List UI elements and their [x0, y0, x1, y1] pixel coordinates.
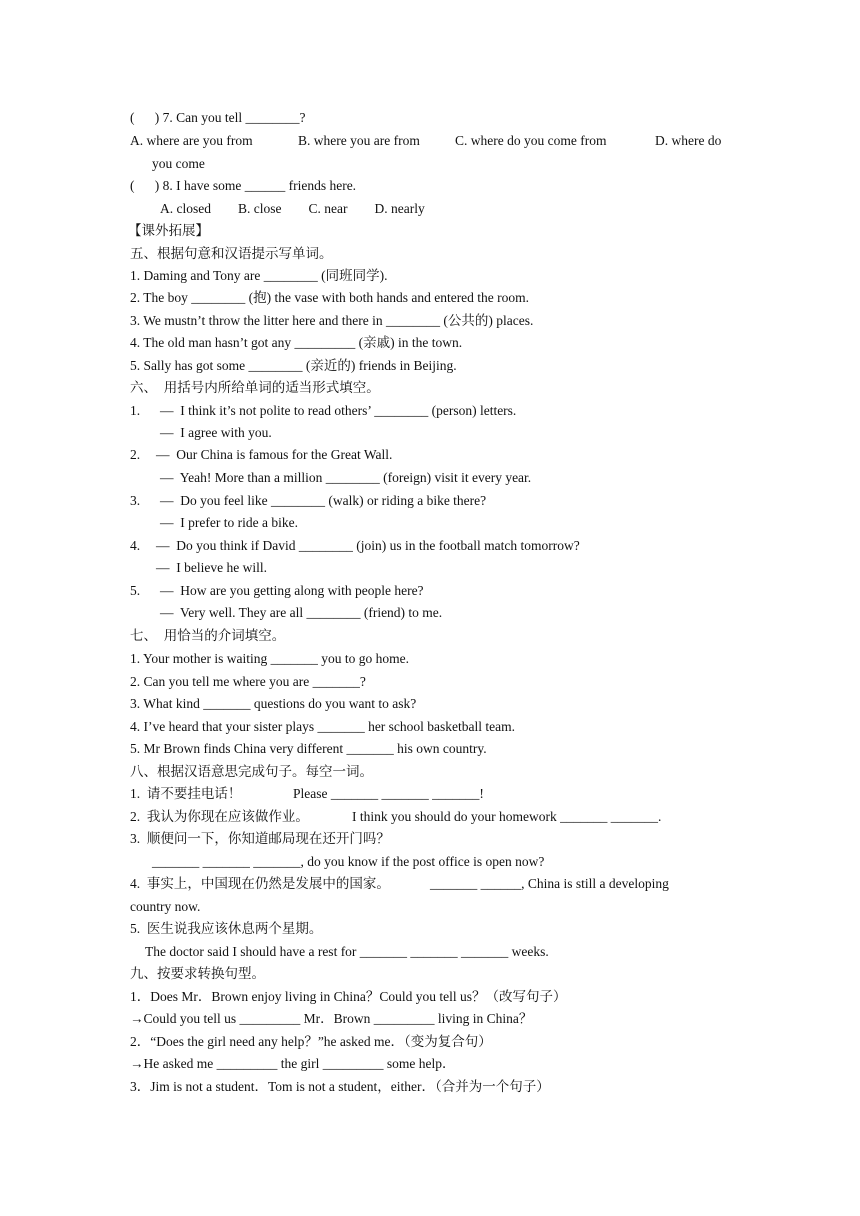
section-8-item-5-chinese: 5. 医生说我应该休息两个星期。 — [130, 921, 323, 936]
section-8-item-5-english: The doctor said I should have a rest for _______ _______ _______ weeks. — [145, 944, 549, 959]
section-8-item-4-continued: country now. — [130, 899, 201, 914]
section-6-dialogue-line: — I agree with you. — [160, 425, 272, 440]
section-5-item: 5. Sally has got some ________ (亲近的) friends in Beijing. — [130, 358, 457, 373]
section-5-title: 五、根据句意和汉语提示写单词。 — [130, 246, 333, 261]
section-7-item: 3. What kind _______ questions do you want to ask? — [130, 696, 417, 711]
section-6-dialogue-line: — Very well. They are all ________ (friend) to me. — [160, 605, 443, 620]
section-9-item-1-answer: →Could you tell us _________ Mr．Brown _________ living in China？ — [130, 1011, 533, 1026]
section-6-item-number: 2. — [130, 447, 141, 462]
section-7-title: 七、 用恰当的介词填空。 — [130, 628, 286, 643]
section-6-title: 六、 用括号内所给单词的适当形式填空。 — [130, 380, 380, 395]
section-5-item: 2. The boy ________ (抱) the vase with both hands and entered the room. — [130, 290, 530, 305]
section-5-item: 4. The old man hasn’t got any _________ (亲戚) in the town. — [130, 335, 463, 350]
section-8-title: 八、根据汉语意思完成句子。每空一词。 — [130, 764, 373, 779]
section-6-item-number: 5. — [130, 583, 141, 598]
section-6-item-number: 4. — [130, 538, 141, 553]
question-8-stem: ( ) 8. I have some ______ friends here. — [130, 178, 357, 193]
section-6-item-number: 1. — [130, 403, 141, 418]
section-9-item-2-answer: →He asked me _________ the girl _________ some help． — [130, 1056, 456, 1071]
section-8-item-4-chinese: 4. 事实上，中国现在仍然是发展中的国家。 — [130, 876, 390, 891]
section-9-item-1: 1．Does Mr．Brown enjoy living in China？Could you tell us？（改写句子） — [130, 989, 567, 1004]
section-7-item: 5. Mr Brown finds China very different _______ his own country. — [130, 741, 487, 756]
section-8-item-4-english: _______ ______, China is still a developing — [430, 876, 669, 891]
question-7-option-c: C. where do you come from — [455, 133, 607, 148]
section-8-item-2-english: I think you should do your homework _______ _______. — [352, 809, 662, 824]
section-8-item-3-english: _______ _______ _______, do you know if the post office is open now? — [152, 854, 545, 869]
section-8-item-2-chinese: 2. 我认为你现在应该做作业。 — [130, 809, 309, 824]
section-6-dialogue-line: — Do you think if David ________ (join) us in the football match tomorrow? — [156, 538, 580, 553]
section-6-dialogue-line: — How are you getting along with people here? — [160, 583, 424, 598]
section-7-item: 2. Can you tell me where you are _______? — [130, 674, 366, 689]
section-5-item: 3. We mustn’t throw the litter here and there in ________ (公共的) places. — [130, 313, 534, 328]
section-9-title: 九、按要求转换句型。 — [130, 966, 265, 981]
question-7-option-d-continued: you come — [152, 156, 205, 171]
section-5-item: 1. Daming and Tony are ________ (同班同学). — [130, 268, 388, 283]
question-7-option-d: D. where do — [655, 133, 722, 148]
section-6-dialogue-line: — I believe he will. — [156, 560, 267, 575]
section-6-dialogue-line: — Our China is famous for the Great Wall. — [156, 447, 393, 462]
extension-heading: 【课外拓展】 — [128, 223, 209, 238]
question-8-options: A. closed B. close C. near D. nearly — [160, 201, 425, 216]
section-9-item-3: 3．Jim is not a student．Tom is not a student，either．（合并为一个句子） — [130, 1079, 550, 1094]
section-6-dialogue-line: — Yeah! More than a million ________ (foreign) visit it every year. — [160, 470, 532, 485]
section-7-item: 4. I’ve heard that your sister plays _______ her school basketball team. — [130, 719, 516, 734]
section-8-item-1-english: Please _______ _______ _______! — [293, 786, 484, 801]
section-6-dialogue-line: — I prefer to ride a bike. — [160, 515, 298, 530]
question-7-stem: ( ) 7. Can you tell ________? — [130, 110, 306, 125]
section-9-item-2: 2．“Does the girl need any help？”he asked me．（变为复合句） — [130, 1034, 492, 1049]
section-6-dialogue-line: — I think it’s not polite to read others’ ________ (person) letters. — [160, 403, 517, 418]
question-7-option-a: A. where are you from — [130, 133, 253, 148]
section-7-item: 1. Your mother is waiting _______ you to go home. — [130, 651, 409, 666]
question-7-option-b: B. where you are from — [298, 133, 420, 148]
section-6-dialogue-line: — Do you feel like ________ (walk) or riding a bike there? — [160, 493, 487, 508]
section-6-item-number: 3. — [130, 493, 141, 508]
section-8-item-3-chinese: 3. 顺便问一下，你知道邮局现在还开门吗？ — [130, 831, 390, 846]
section-8-item-1-chinese: 1. 请不要挂电话！ — [130, 786, 242, 801]
